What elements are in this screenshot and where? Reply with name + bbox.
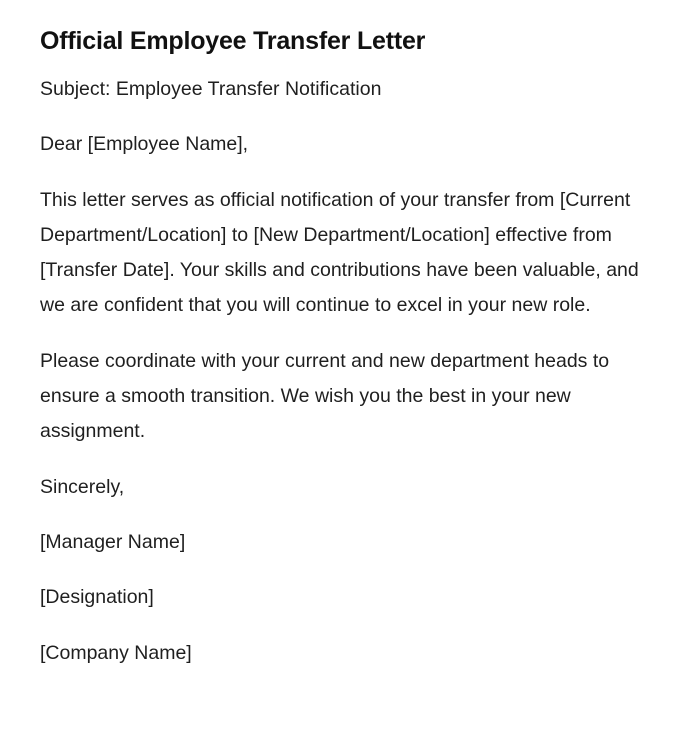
signature-company-name: [Company Name] xyxy=(40,641,192,664)
letter-closing: Sincerely, xyxy=(40,475,125,498)
signature-designation: [Designation] xyxy=(40,586,154,609)
letter-title: Official Employee Transfer Letter xyxy=(40,27,426,55)
letter-salutation: Dear [Employee Name], xyxy=(40,133,249,156)
signature-manager-name: [Manager Name] xyxy=(40,530,186,553)
letter-body-paragraph-1: This letter serves as official notification of your transfer from [Current Department/Location] to [New Department/Location] effective from [Transfer Date]. Your skills and contributions have been valuable, and we are confident that you will continue to excel in your new role. xyxy=(40,188,639,317)
letter-subject: Subject: Employee Transfer Notification xyxy=(40,78,382,100)
letter-body-paragraph-2: Please coordinate with your current and new department heads to ensure a smooth transition. We wish you the best in your new assignment. xyxy=(40,349,610,443)
